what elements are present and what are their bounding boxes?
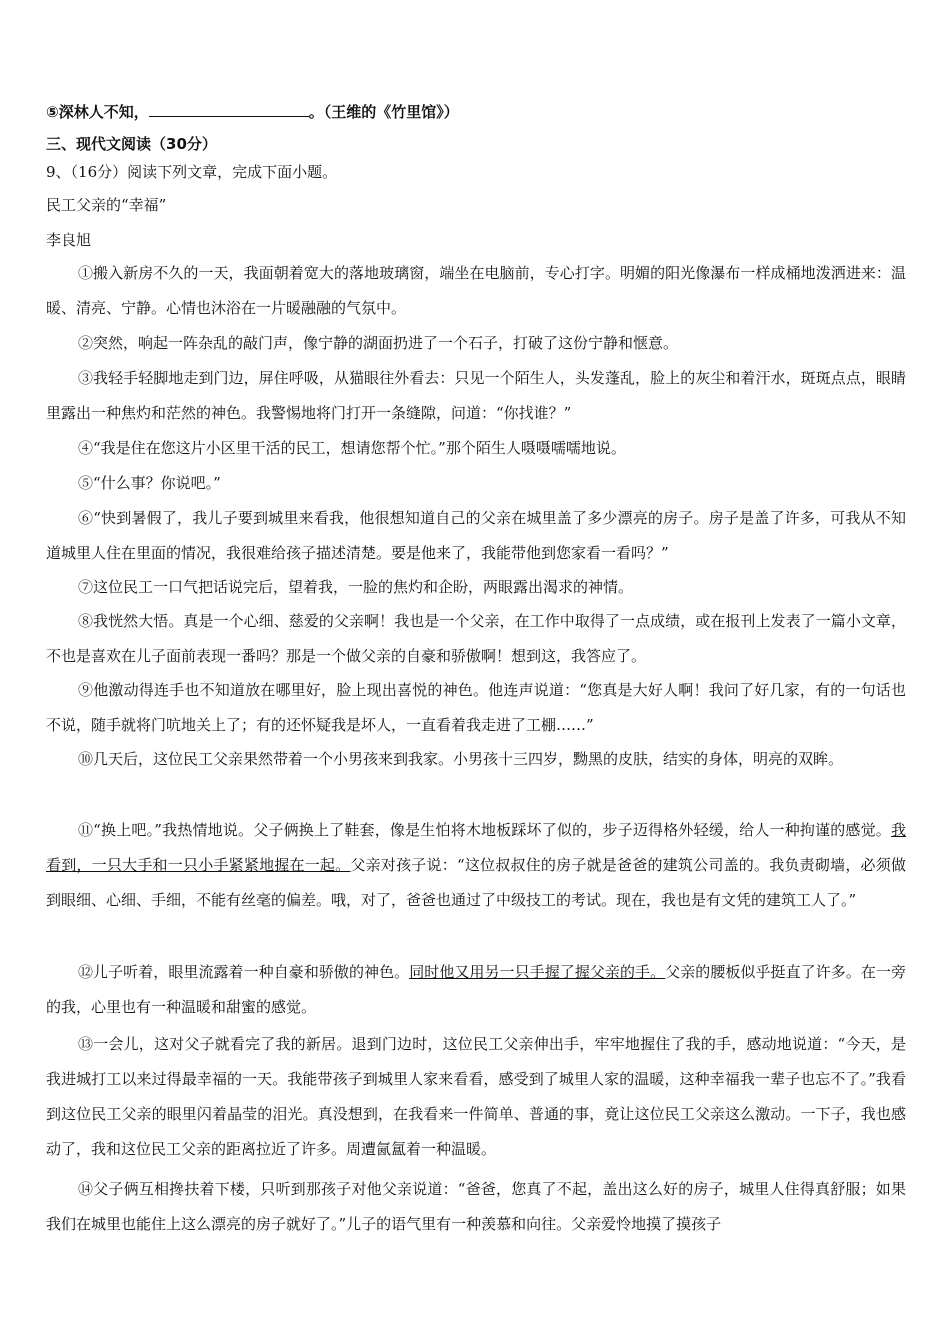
poem-suffix: 。（王维的《竹里馆》） [308,103,459,121]
paragraph-3: ③我轻手轻脚地走到门边，屏住呼吸，从猫眼往外看去：只见一个陌生人，头发蓬乱，脸上的灰尘和着汗水，斑斑点点，眼睛里露出一种焦灼和茫然的神色。我警惕地将门打开一条缝隙，问道：“你找谁？” [46,369,906,422]
underlined-sentence-1: 我看到，一只大手和一只小手紧紧地握在一起。 [46,821,906,874]
section-title: 三、现代文阅读（30分） [46,135,217,153]
paragraph-6: ⑥“快到暑假了，我儿子要到城里来看我，他很想知道自己的父亲在城里盖了多少漂亮的房子。房子是盖了许多，可我从不知道城里人住在里面的情况，我很难给孩子描述清楚。要是他来了，我能带他到您家看一看吗？” [46,509,906,562]
paragraph-12-text-a: ⑫儿子听着，眼里流露着一种自豪和骄傲的神色。 [78,963,410,981]
paragraph-14: ⑭父子俩互相搀扶着下楼，只听到那孩子对他父亲说道：“爸爸，您真了不起，盖出这么好的房子，城里人住得真舒服；如果我们在城里也能住上这么漂亮的房子就好了。”儿子的语气里有一种羡慕和向往。父亲爱怜地摸了摸孩子 [46,1180,906,1233]
question-prompt: 9、（16分）阅读下列文章，完成下面小题。 [46,163,338,181]
answer-blank[interactable] [149,102,309,117]
poem-fill-line [46,102,459,122]
paragraph-1: ①搬入新房不久的一天，我面朝着宽大的落地玻璃窗，端坐在电脑前，专心打字。明媚的阳光像瀑布一样成桶地泼洒进来：温暖、清亮、宁静。心情也沐浴在一片暖融融的气氛中。 [46,264,906,317]
paragraph-13: ⑬一会儿，这对父子就看完了我的新居。退到门边时，这位民工父亲伸出手，牢牢地握住了我的手，感动地说道：“今天，是我进城打工以来过得最幸福的一天。我能带孩子到城里人家来看看，感受到了城里人家的温暖，这种幸福我一辈子也忘不了。”我看到这位民工父亲的眼里闪着晶莹的泪光。真没想到，在我看来一件简单、普通的事，竟让这位民工父亲这么激动。一下子，我也感动了，我和这位民工父亲的距离拉近了许多。周遭氤氲着一种温暖。 [46,1035,906,1158]
paragraph-12-text-b: 父亲的腰板似乎挺直了许多。在一旁的我，心里也有一种温暖和甜蜜的感觉。 [46,963,906,1016]
paragraph-4: ④“我是住在您这片小区里干活的民工，想请您帮个忙。”那个陌生人嗫嗫嚅嚅地说。 [78,439,626,457]
paragraph-9: ⑨他激动得连手也不知道放在哪里好，脸上现出喜悦的神色。他连声说道：“您真是大好人啊！我问了好几家，有的一句话也不说，随手就将门吭地关上了；有的还怀疑我是坏人，一直看着我走进了工棚……” [46,681,906,734]
paragraph-2: ②突然，响起一阵杂乱的敲门声，像宁静的湖面扔进了一个石子，打破了这份宁静和惬意。 [78,334,679,352]
paragraph-11 [46,813,906,918]
article-author: 李良旭 [46,231,92,249]
paragraph-12 [46,955,906,1025]
article-title: 民工父亲的“幸福” [46,196,167,214]
paragraph-7: ⑦这位民工一口气把话说完后，望着我，一脸的焦灼和企盼，两眼露出渴求的神情。 [78,578,634,596]
paragraph-11-text-b: 父亲对孩子说：“这位叔叔住的房子就是爸爸的建筑公司盖的。我负责砌墙，必须做到眼细、心细、手细，不能有丝毫的偏差。哦，对了，爸爸也通过了中级技工的考试。现在，我也是有文凭的建筑工人了。” [46,856,906,909]
paragraph-8: ⑧我恍然大悟。真是一个心细、慈爱的父亲啊！我也是一个父亲，在工作中取得了一点成绩，或在报刊上发表了一篇小文章，不也是喜欢在儿子面前表现一番吗？那是一个做父亲的自豪和骄傲啊！想到这，我答应了。 [46,612,906,665]
paragraph-5: ⑤“什么事？你说吧。” [78,474,221,492]
poem-prefix: ⑤深林人不知， [46,103,149,121]
underlined-sentence-2: 同时他又用另一只手握了握父亲的手。 [409,963,666,981]
paragraph-11-text-a: ⑪“换上吧。”我热情地说。父子俩换上了鞋套，像是生怕将木地板踩坏了似的，步子迈得格外轻缓，给人一种拘谨的感觉。 [78,821,891,839]
paragraph-10: ⑩几天后，这位民工父亲果然带着一个小男孩来到我家。小男孩十三四岁，黝黑的皮肤，结实的身体，明亮的双眸。 [78,750,844,768]
